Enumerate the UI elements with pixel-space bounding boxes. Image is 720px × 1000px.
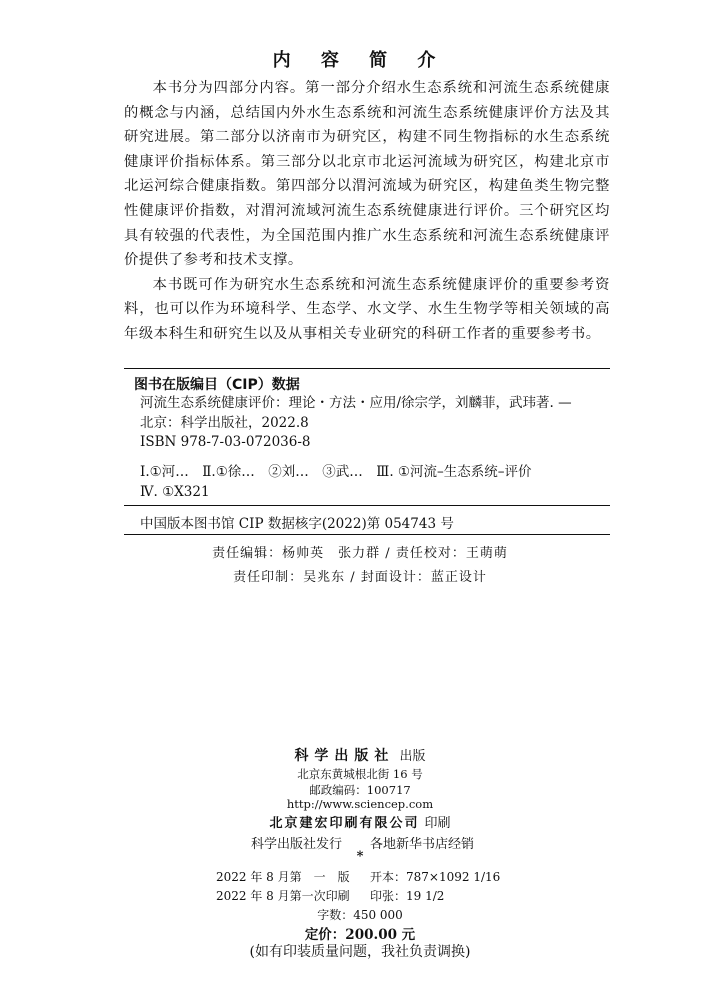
cip-heading: 图书在版编目（CIP）数据 [134, 377, 300, 393]
intro-paragraph-2: 本书既可作为研究水生态系统和河流生态系统健康评价的重要参考资料，也可以作为环境科学、生态学、水文学、水生生物学等相关领域的高年级本科生和研究生以及从事相关专业研究的科研工作者的重要参考书。 [124, 276, 610, 342]
publisher-postcode: 邮政编码：100717 [309, 783, 411, 797]
printer-role: 印刷 [424, 816, 451, 831]
publisher-name: 科学出版社 [294, 748, 395, 764]
intro-text [124, 76, 610, 347]
cip-line-1: 河流生态系统健康评价：理论・方法・应用/徐宗学，刘麟菲，武玮著. — [140, 395, 572, 411]
publisher-url: http://www.sciencep.com [286, 797, 434, 811]
cip-record-number: 中国版本图书馆 CIP 数据核字(2022)第 054743 号 [140, 516, 454, 532]
cip-mid-rule [124, 505, 610, 506]
cip-bottom-rule [124, 534, 610, 535]
cip-class-line-1: Ⅰ.①河… Ⅱ.①徐… ②刘… ③武… Ⅲ. ①河流–生态系统–评价 [140, 464, 532, 480]
intro-paragraph-1: 本书分为四部分内容。第一部分介绍水生态系统和河流生态系统健康的概念与内涵，总结国内外水生态系统和河流生态系统健康评价方法及其研究进展。第二部分以济南市为研究区，构建不同生物指标的水生态系统健康评价指标体系。第三部分以北京市北运河流域为研究区，构建北京市北运河综合健康指数。第四部分以渭河流域为研究区，构建鱼类生物完整性健康评价指数，对渭河流域河流生态系统健康进行评价。三个研究区均具有较强的代表性，为全国范围内推广水生态系统和河流生态系统健康评价提供了参考和技术支撑。 [124, 80, 610, 269]
printer-name: 北京建宏印刷有限公司 [269, 816, 420, 831]
page-title: 内 容 简 介 [272, 50, 448, 71]
print-date: 2022 年 8 月第一次印刷 [216, 889, 350, 903]
cip-classification [124, 462, 610, 502]
quality-notice: (如有印装质量问题，我社负责调换) [249, 944, 471, 960]
cip-top-rule [124, 368, 610, 369]
production-credits: 责任印制：吴兆东 / 封面设计：蓝正设计 [233, 570, 487, 585]
word-count: 字数：450 000 [317, 908, 403, 922]
price: 定价：200.00 元 [304, 927, 416, 943]
sheets: 印张：19 1/2 [370, 889, 445, 903]
publisher-line [0, 745, 720, 765]
cip-entry [124, 394, 610, 453]
editor-credits: 责任编辑：杨帅英 张力群 / 责任校对：王萌萌 [212, 546, 508, 561]
cip-isbn: ISBN 978-7-03-072036-8 [140, 434, 311, 450]
separator-star: * [356, 849, 364, 864]
publisher-role: 出版 [399, 749, 426, 764]
cip-line-2: 北京：科学出版社，2022.8 [140, 414, 309, 431]
cip-class-line-2: Ⅳ. ①X321 [140, 484, 210, 500]
distributor: 科学出版社发行 [251, 837, 343, 852]
format-size: 开本：787×1092 1/16 [370, 870, 501, 884]
publisher-address: 北京东黄城根北街 16 号 [297, 767, 423, 781]
seller: 各地新华书店经销 [370, 837, 475, 852]
printer-line [0, 812, 720, 831]
edition-date: 2022 年 8 月第 一 版 [216, 870, 350, 884]
